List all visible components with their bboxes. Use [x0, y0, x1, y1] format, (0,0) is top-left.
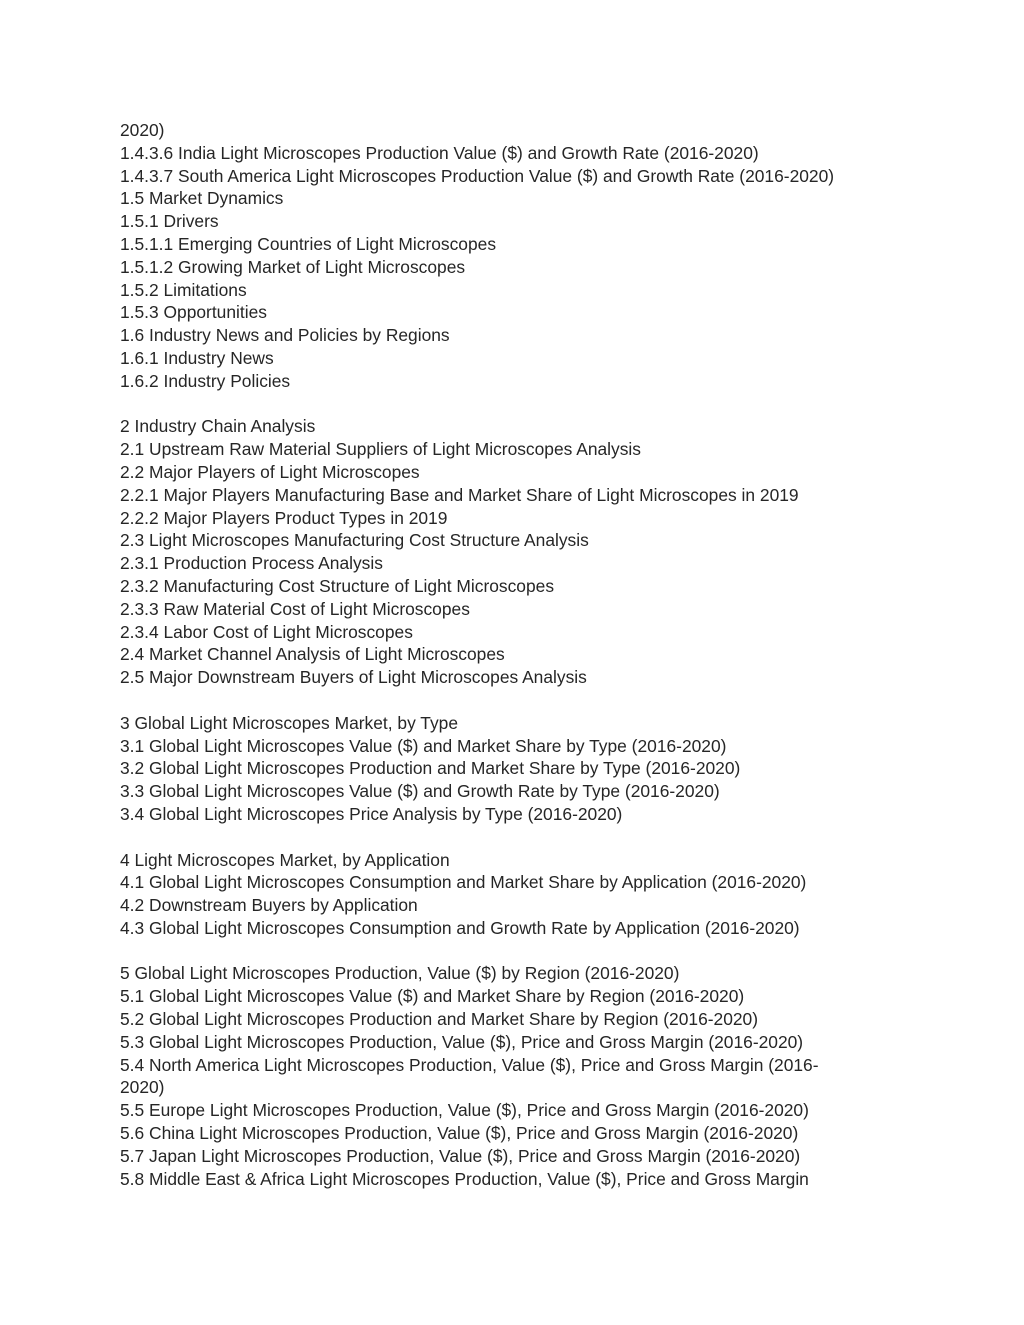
toc-line: 5.6 China Light Microscopes Production, Value ($), Price and Gross Margin (2016-2020) [120, 1123, 799, 1144]
toc-line: 2.3.2 Manufacturing Cost Structure of Light Microscopes [120, 575, 555, 596]
toc-line: 4.1 Global Light Microscopes Consumption and Market Share by Application (2016-2020) [120, 872, 807, 893]
toc-line: 5.7 Japan Light Microscopes Production, Value ($), Price and Gross Margin (2016-2020) [120, 1145, 801, 1166]
toc-line: 3.4 Global Light Microscopes Price Analysis by Type (2016-2020) [120, 803, 623, 824]
toc-line: 1.6.1 Industry News [120, 347, 274, 368]
toc-line: 5.4 North America Light Microscopes Production, Value ($), Price and Gross Margin (2016- [120, 1054, 819, 1075]
toc-line: 1.6 Industry News and Policies by Regions [120, 325, 450, 346]
toc-line: 1.5.1.1 Emerging Countries of Light Microscopes [120, 233, 497, 254]
table-of-contents [120, 119, 880, 1190]
toc-line: 2.1 Upstream Raw Material Suppliers of Light Microscopes Analysis [120, 439, 641, 460]
toc-line: 1.6.2 Industry Policies [120, 370, 291, 391]
toc-section [120, 415, 880, 689]
toc-line: 5.1 Global Light Microscopes Value ($) and Market Share by Region (2016-2020) [120, 986, 745, 1007]
toc-line: 5.2 Global Light Microscopes Production and Market Share by Region (2016-2020) [120, 1009, 759, 1030]
toc-line: 1.5.2 Limitations [120, 279, 247, 300]
toc-line: 2.2 Major Players of Light Microscopes [120, 461, 420, 482]
toc-line: 2020) [120, 1077, 165, 1098]
toc-section [120, 119, 880, 393]
toc-line: 5.5 Europe Light Microscopes Production, Value ($), Price and Gross Margin (2016-2020) [120, 1100, 809, 1121]
section-spacer [120, 826, 880, 849]
toc-section [120, 962, 880, 1190]
toc-line: 1.5.3 Opportunities [120, 302, 267, 323]
toc-line: 3 Global Light Microscopes Market, by Type [120, 712, 458, 733]
section-spacer [120, 689, 880, 712]
toc-line: 2.4 Market Channel Analysis of Light Microscopes [120, 644, 505, 665]
toc-line: 2 Industry Chain Analysis [120, 416, 316, 437]
toc-line: 4 Light Microscopes Market, by Application [120, 849, 450, 870]
toc-line: 4.2 Downstream Buyers by Application [120, 895, 418, 916]
toc-line: 1.5.1.2 Growing Market of Light Microscopes [120, 256, 466, 277]
toc-line: 1.5.1 Drivers [120, 211, 219, 232]
toc-line: 2.3.3 Raw Material Cost of Light Microscopes [120, 598, 470, 619]
section-spacer [120, 393, 880, 416]
toc-section [120, 849, 880, 940]
toc-line: 4.3 Global Light Microscopes Consumption and Growth Rate by Application (2016-2020) [120, 917, 800, 938]
toc-line: 2.3.4 Labor Cost of Light Microscopes [120, 621, 413, 642]
toc-line: 5.3 Global Light Microscopes Production, Value ($), Price and Gross Margin (2016-2020) [120, 1031, 804, 1052]
toc-line: 5.8 Middle East & Africa Light Microscopes Production, Value ($), Price and Gross Margin [120, 1168, 809, 1189]
toc-line: 2.5 Major Downstream Buyers of Light Microscopes Analysis [120, 667, 587, 688]
toc-line: 2.3.1 Production Process Analysis [120, 553, 383, 574]
toc-line: 2.2.1 Major Players Manufacturing Base and Market Share of Light Microscopes in 2019 [120, 484, 799, 505]
toc-line: 5 Global Light Microscopes Production, Value ($) by Region (2016-2020) [120, 963, 680, 984]
toc-line: 2020) [120, 120, 165, 140]
toc-line: 2.2.2 Major Players Product Types in 2019 [120, 507, 448, 528]
section-spacer [120, 940, 880, 963]
toc-line: 1.5 Market Dynamics [120, 188, 284, 209]
toc-section [120, 712, 880, 826]
toc-line: 1.4.3.7 South America Light Microscopes Production Value ($) and Growth Rate (2016-2020) [120, 165, 835, 186]
toc-line: 3.1 Global Light Microscopes Value ($) and Market Share by Type (2016-2020) [120, 735, 727, 756]
toc-line: 2.3 Light Microscopes Manufacturing Cost Structure Analysis [120, 530, 589, 551]
toc-line: 1.4.3.6 India Light Microscopes Production Value ($) and Growth Rate (2016-2020) [120, 142, 759, 163]
toc-line: 3.2 Global Light Microscopes Production and Market Share by Type (2016-2020) [120, 758, 741, 779]
toc-line: 3.3 Global Light Microscopes Value ($) and Growth Rate by Type (2016-2020) [120, 781, 720, 802]
